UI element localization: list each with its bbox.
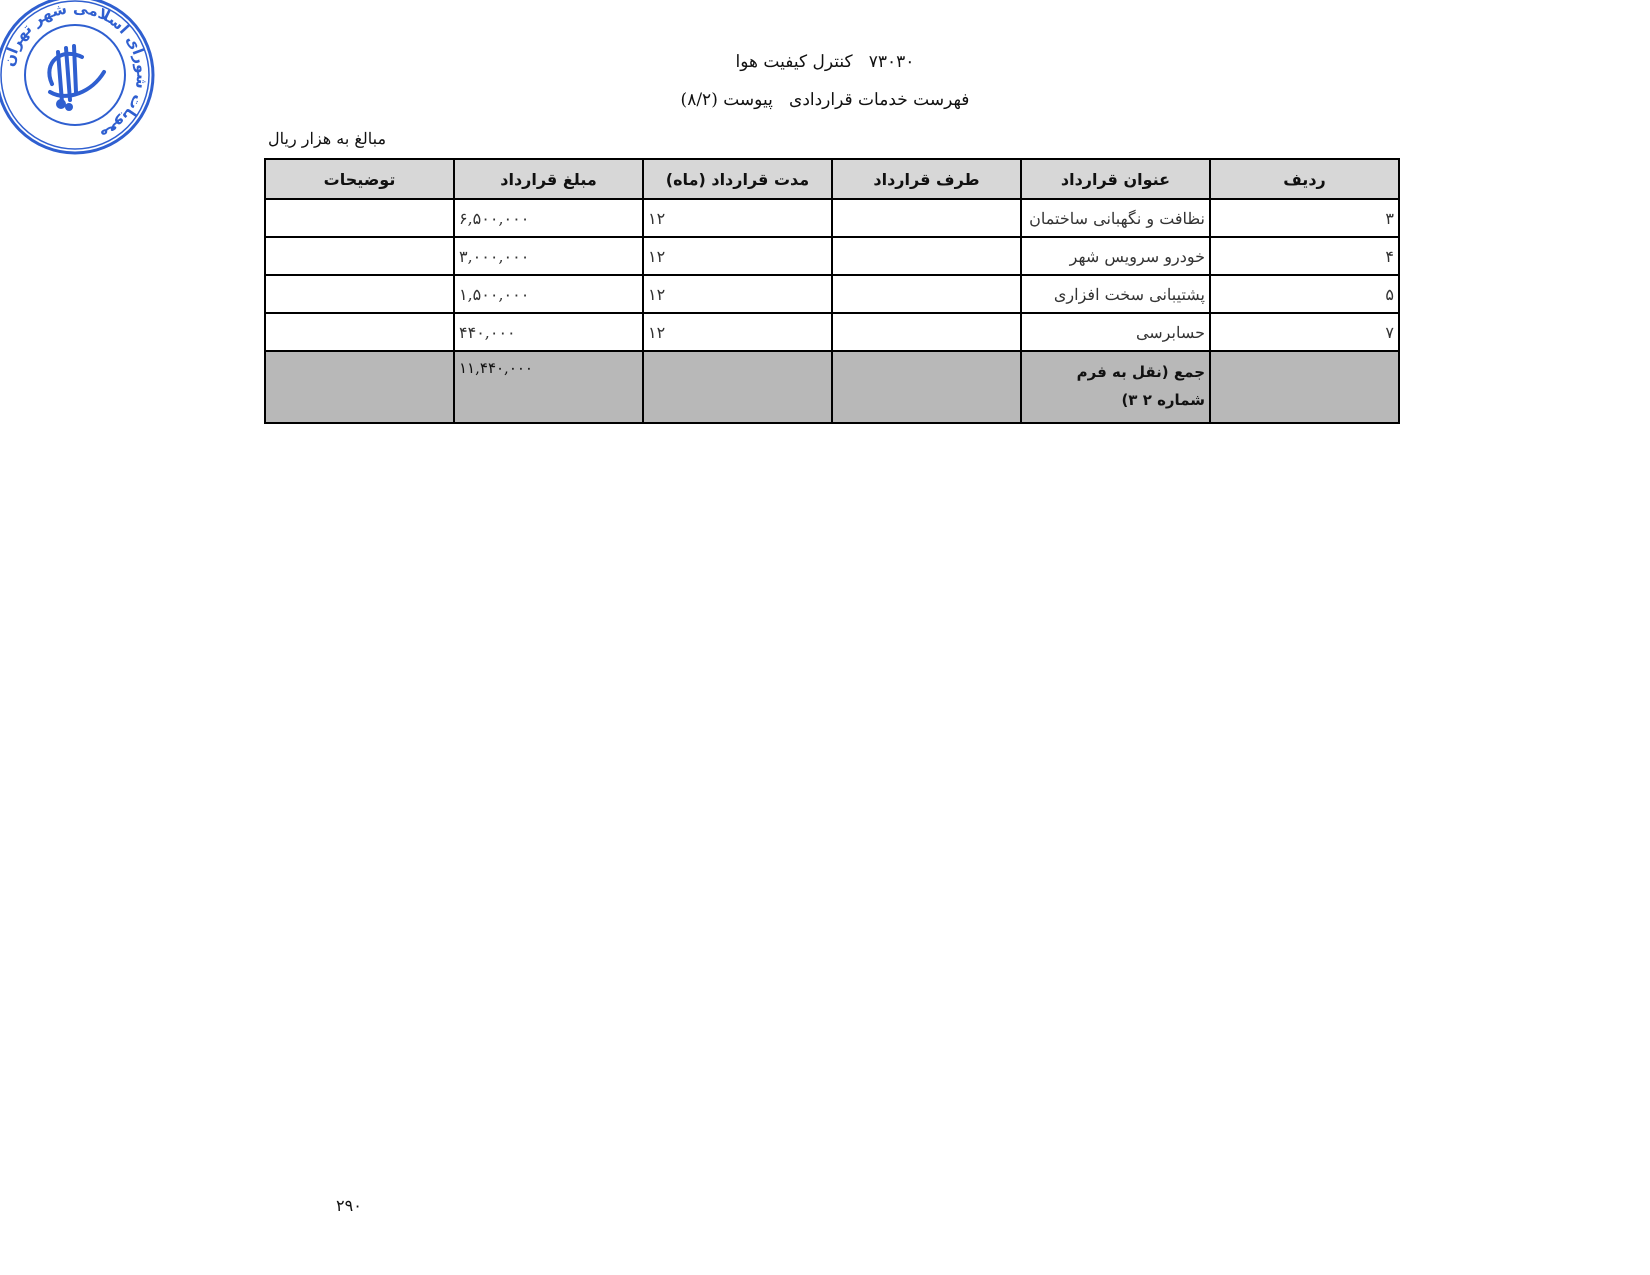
contract-title-cell: پشتیبانی سخت افزاری — [1021, 275, 1210, 313]
amount-cell: ۶,۵۰۰,۰۰۰ — [454, 199, 643, 237]
table-header-row — [265, 159, 1399, 199]
page-number: ۲۹۰ — [336, 1196, 362, 1215]
row-number-cell: ۴ — [1210, 237, 1399, 275]
total-duration-cell — [643, 351, 832, 423]
contract-party-cell — [832, 313, 1021, 351]
currency-unit-note: مبالغ به هزار ریال — [268, 129, 387, 148]
table-row — [265, 199, 1399, 237]
row-number-cell: ۵ — [1210, 275, 1399, 313]
contract-title-cell: نظافت و نگهبانی ساختمان — [1021, 199, 1210, 237]
total-party-cell — [832, 351, 1021, 423]
header-contract-amount: مبلغ قرارداد — [454, 159, 643, 199]
total-notes-cell — [265, 351, 454, 423]
contract-party-cell — [832, 275, 1021, 313]
amount-cell: ۴۴۰,۰۰۰ — [454, 313, 643, 351]
header-notes: توضیحات — [265, 159, 454, 199]
duration-cell: ۱۲ — [643, 313, 832, 351]
duration-cell: ۱۲ — [643, 237, 832, 275]
contract-services-table — [264, 158, 1400, 424]
header-contract-duration: مدت قرارداد (ماه) — [643, 159, 832, 199]
duration-cell: ۱۲ — [643, 199, 832, 237]
header-row-number: ردیف — [1210, 159, 1399, 199]
contract-party-cell — [832, 237, 1021, 275]
table-row — [265, 237, 1399, 275]
total-row-number-cell — [1210, 351, 1399, 423]
duration-cell: ۱۲ — [643, 275, 832, 313]
row-number-cell: ۳ — [1210, 199, 1399, 237]
notes-cell — [265, 237, 454, 275]
notes-cell — [265, 275, 454, 313]
table-row — [265, 313, 1399, 351]
row-number-cell: ۷ — [1210, 313, 1399, 351]
total-row — [265, 351, 1399, 423]
header-contract-title: عنوان قرارداد — [1021, 159, 1210, 199]
contract-party-cell — [832, 199, 1021, 237]
report-code-title: ۷۳۰۳۰ کنترل کیفیت هوا — [735, 52, 915, 72]
total-amount-cell: ۱۱,۴۴۰,۰۰۰ — [454, 351, 643, 423]
svg-text:معوبات شورای اسلامی شهر تهران: معوبات شورای اسلامی شهر تهران — [0, 0, 152, 145]
contract-title-cell: حسابرسی — [1021, 313, 1210, 351]
notes-cell — [265, 313, 454, 351]
council-seal-stamp — [0, 0, 158, 158]
amount-cell: ۳,۰۰۰,۰۰۰ — [454, 237, 643, 275]
report-subtitle: فهرست خدمات قراردادی پیوست (۸/۲) — [680, 90, 970, 110]
table-row — [265, 275, 1399, 313]
notes-cell — [265, 199, 454, 237]
amount-cell: ۱,۵۰۰,۰۰۰ — [454, 275, 643, 313]
header-contract-party: طرف قرارداد — [832, 159, 1021, 199]
total-label-cell: جمع (نقل به فرم شماره ۲ ۳) — [1021, 351, 1210, 423]
contract-title-cell: خودرو سرویس شهر — [1021, 237, 1210, 275]
